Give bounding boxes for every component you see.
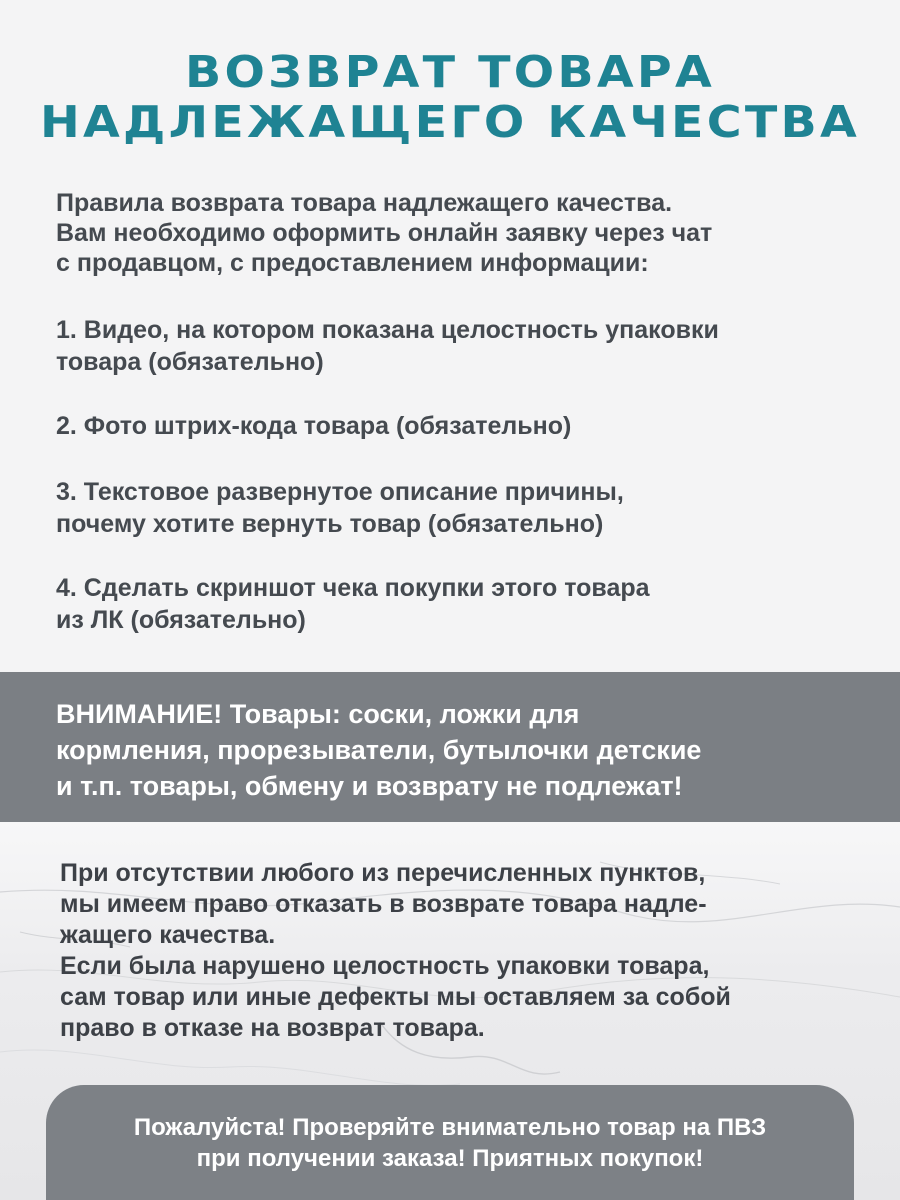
rule-item-2 — [56, 410, 866, 442]
warning-text — [56, 696, 876, 804]
rule-3-line-2: почему хотите вернуть товар (обязательно) — [56, 510, 604, 538]
warning-line-2: кормления, прорезыватели, бутылочки детские — [56, 735, 702, 765]
rule-4-line-1: 4. Сделать скриншот чека покупки этого товара — [56, 574, 650, 602]
warning-line-1: ВНИМАНИЕ! Товары: соски, ложки для — [56, 699, 580, 729]
title-line-1: ВОЗВРАТ ТОВАРА — [185, 47, 715, 98]
title-line-2: НАДЛЕЖАЩЕГО КАЧЕСТВА — [39, 97, 860, 148]
footer-text — [46, 1112, 854, 1174]
intro-line-2: Вам необходимо оформить онлайн заявку через чат — [56, 219, 713, 247]
rule-item-3 — [56, 476, 866, 540]
intro-line-1: Правила возврата товара надлежащего качества. — [56, 189, 673, 217]
warning-line-3: и т.п. товары, обмену и возврату не подлежат! — [56, 771, 683, 801]
notice-line-6: право в отказе на возврат товара. — [60, 1014, 485, 1042]
rule-4-line-2: из ЛК (обязательно) — [56, 606, 306, 634]
rule-2-line-1: 2. Фото штрих-кода товара (обязательно) — [56, 412, 572, 440]
notice-line-3: жащего качества. — [60, 921, 276, 949]
rule-item-1 — [56, 314, 866, 378]
rule-1-line-1: 1. Видео, на котором показана целостность упаковки — [56, 316, 719, 344]
notice-line-4: Если была нарушено целостность упаковки товара, — [60, 952, 710, 980]
rule-item-4 — [56, 572, 866, 636]
notice-text — [60, 858, 860, 1044]
footer-line-1: Пожалуйста! Проверяйте внимательно товар на ПВЗ — [133, 1114, 767, 1141]
footer-line-2: при получении заказа! Приятных покупок! — [196, 1145, 704, 1172]
page-title — [0, 48, 900, 148]
intro-text — [56, 188, 856, 278]
rule-1-line-2: товара (обязательно) — [56, 348, 324, 376]
notice-line-2: мы имеем право отказать в возврате товара надле- — [60, 890, 707, 918]
intro-line-3: с продавцом, с предоставлением информации: — [56, 249, 649, 277]
notice-line-1: При отсутствии любого из перечисленных пунктов, — [60, 859, 706, 887]
notice-line-5: сам товар или иные дефекты мы оставляем за собой — [60, 983, 731, 1011]
rule-3-line-1: 3. Текстовое развернутое описание причины, — [56, 478, 624, 506]
